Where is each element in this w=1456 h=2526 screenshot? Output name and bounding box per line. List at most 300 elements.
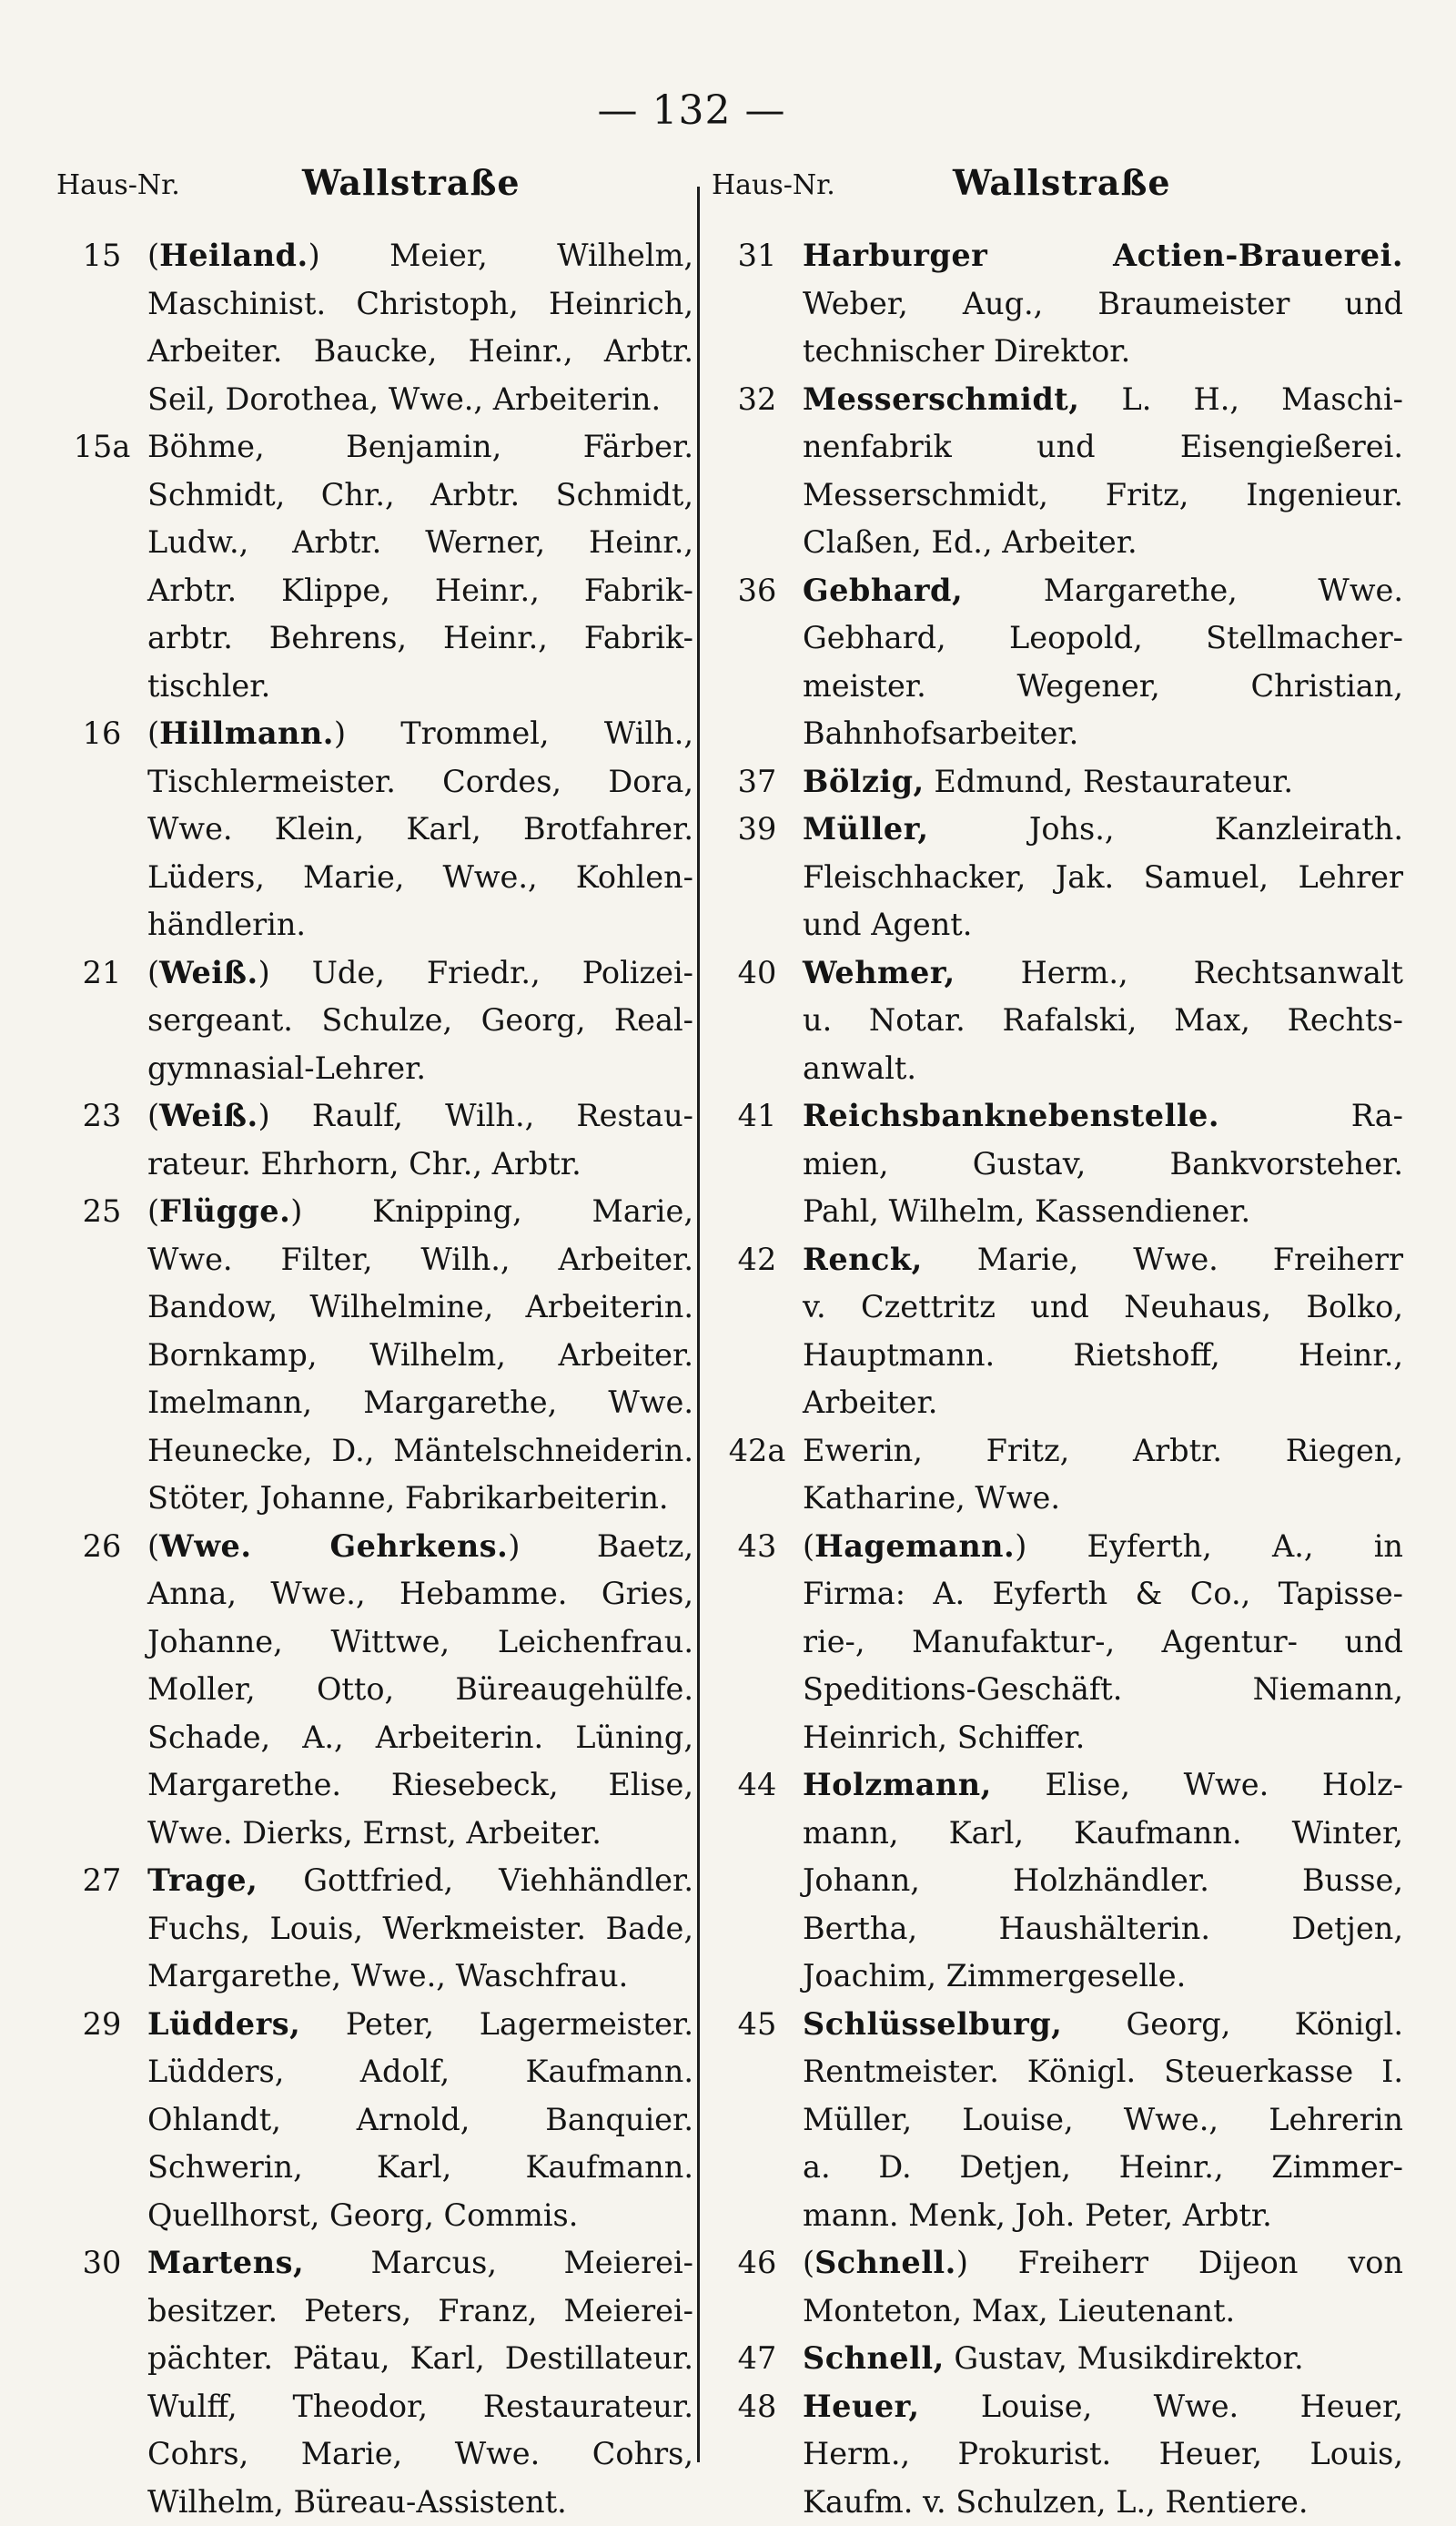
resident-text: L. H., Maschi- — [1079, 381, 1403, 417]
entry-text — [147, 949, 693, 1093]
resident-text: Bandow, Wilhelmine, Arbeiterin. — [147, 1289, 693, 1324]
owner-name: Harburger Actien-Brauerei. — [803, 238, 1403, 273]
house-entry — [56, 1188, 693, 1523]
resident-text: Ludw., Arbtr. Werner, Heinr., — [147, 524, 693, 560]
entry-text — [147, 232, 693, 423]
left-column-header — [56, 166, 693, 220]
entry-line — [803, 1475, 1403, 1523]
resident-text: Firma: A. Eyferth & Co., Tapisse- — [803, 1576, 1403, 1611]
entry-text — [803, 1236, 1403, 1427]
resident-text: rie-, Manufaktur-, Agentur- und — [803, 1624, 1403, 1659]
resident-text: Wilhelm, Büreau-Assistent. — [147, 2484, 567, 2520]
resident-text: Marcus, Meierei- — [304, 2245, 693, 2280]
entry-line — [147, 854, 693, 902]
entry-line — [803, 901, 1403, 949]
resident-text: Gottfried, Viehhändler. — [258, 1862, 693, 1898]
entry-line — [803, 1427, 1403, 1476]
entry-line — [147, 232, 693, 280]
resident-text: Tischlermeister. Cordes, Dora, — [147, 764, 693, 799]
entry-text — [803, 758, 1403, 806]
house-entry — [712, 2335, 1403, 2383]
resident-text: Peter, Lagermeister. — [300, 2006, 693, 2042]
house-number: 36 — [712, 567, 803, 758]
house-number: 37 — [712, 758, 803, 806]
entry-line — [803, 1810, 1403, 1858]
resident-text: rateur. Ehrhorn, Chr., Arbtr. — [147, 1146, 581, 1182]
house-entry — [712, 1092, 1403, 1236]
entry-line — [147, 663, 693, 711]
entry-line — [147, 328, 693, 376]
house-entry — [712, 949, 1403, 1093]
entry-line — [803, 2288, 1403, 2336]
haus-nr-label: Haus-Nr. — [56, 169, 180, 201]
entry-line — [147, 1523, 693, 1571]
entry-line — [147, 997, 693, 1045]
resident-text: Louise, Wwe. Heuer, — [920, 2389, 1403, 2424]
owner-name: Martens, — [147, 2245, 304, 2280]
owner-name: Schlüsselburg, — [803, 2006, 1062, 2042]
resident-text: Johann, Holzhändler. Busse, — [803, 1862, 1403, 1898]
entry-line — [147, 1570, 693, 1618]
entry-line — [147, 472, 693, 520]
haus-nr-label: Haus-Nr. — [712, 169, 835, 201]
entry-line — [803, 2383, 1403, 2431]
resident-text: Cohrs, Marie, Wwe. Cohrs, — [147, 2436, 693, 2471]
entry-line — [803, 1283, 1403, 1332]
owner-name: Müller, — [803, 811, 929, 847]
entry-line — [147, 1427, 693, 1476]
entry-line — [803, 2239, 1403, 2288]
entry-line — [803, 328, 1403, 376]
entry-line — [803, 567, 1403, 615]
entry-line — [147, 1810, 693, 1858]
resident-text: Pahl, Wilhelm, Kassendiener. — [803, 1193, 1250, 1229]
resident-text: Johs., Kanzleirath. — [929, 811, 1403, 847]
house-number: 15 — [56, 232, 147, 423]
resident-text: Monteton, Max, Lieutenant. — [803, 2293, 1235, 2328]
column-divider — [697, 187, 700, 2462]
entry-text — [147, 1523, 693, 1858]
house-entry — [712, 1427, 1403, 1523]
entry-line — [803, 663, 1403, 711]
resident-text: mien, Gustav, Bankvorsteher. — [803, 1146, 1403, 1182]
house-number: 47 — [712, 2335, 803, 2383]
owner-name: Weiß. — [159, 1098, 258, 1133]
entry-line — [803, 1857, 1403, 1905]
right-column — [712, 232, 1403, 2526]
resident-text: ) Baetz, — [508, 1528, 693, 1564]
entry-line — [803, 1953, 1403, 2001]
entry-line — [147, 2096, 693, 2145]
resident-text: Katharine, Wwe. — [803, 1480, 1060, 1516]
resident-text: anwalt. — [803, 1050, 916, 1086]
entry-line — [147, 2239, 693, 2288]
entry-line — [803, 949, 1403, 998]
house-entry — [56, 2001, 693, 2240]
resident-text: ) Freiherr Dijeon von — [956, 2245, 1403, 2280]
resident-text: Gustav, Musikdirektor. — [945, 2340, 1304, 2376]
entry-line — [803, 2001, 1403, 2049]
entry-line — [147, 710, 693, 758]
entry-line — [147, 1283, 693, 1332]
entry-line — [803, 1666, 1403, 1714]
owner-name: Holzmann, — [803, 1767, 992, 1802]
house-number: 43 — [712, 1523, 803, 1762]
house-number: 16 — [56, 710, 147, 949]
entry-line — [803, 1523, 1403, 1571]
entry-line — [803, 1570, 1403, 1618]
resident-text: Bahnhofsarbeiter. — [803, 715, 1078, 751]
entry-line — [803, 1714, 1403, 1762]
entry-line — [147, 376, 693, 424]
resident-text: Margarethe, Wwe., Waschfrau. — [147, 1958, 628, 1993]
house-number: 29 — [56, 2001, 147, 2240]
owner-name: Wwe. Gehrkens. — [159, 1528, 508, 1564]
owner-name: Gebhard, — [803, 573, 963, 608]
entry-text — [803, 376, 1403, 567]
resident-text: Elise, Wwe. Holz- — [992, 1767, 1403, 1802]
entry-line — [803, 997, 1403, 1045]
entry-text — [147, 1092, 693, 1188]
entry-line — [803, 1905, 1403, 1953]
entry-line — [803, 519, 1403, 567]
street-heading: Wallstraße — [302, 162, 521, 203]
street-heading: Wallstraße — [953, 162, 1171, 203]
resident-text: pächter. Pätau, Karl, Destillateur. — [147, 2340, 693, 2376]
resident-text: a. D. Detjen, Heinr., Zimmer- — [803, 2149, 1403, 2185]
entry-text — [803, 1761, 1403, 2001]
house-entry — [712, 1523, 1403, 1762]
resident-text: nenfabrik und Eisengießerei. — [803, 429, 1403, 464]
resident-text: Arbtr. Klippe, Heinr., Fabrik- — [147, 573, 693, 608]
owner-name: Hillmann. — [159, 715, 334, 751]
entry-line — [147, 2144, 693, 2192]
owner-name: Schnell. — [814, 2245, 956, 2280]
entry-line — [803, 472, 1403, 520]
entry-line — [803, 1236, 1403, 1284]
resident-text: Margarethe, Wwe. — [963, 573, 1403, 608]
owner-name: Reichsbanknebenstelle. — [803, 1098, 1219, 1133]
entry-line — [147, 1045, 693, 1093]
house-number: 39 — [712, 806, 803, 949]
entry-line — [147, 1236, 693, 1284]
house-entry — [56, 949, 693, 1093]
resident-text: Lüders, Marie, Wwe., Kohlen- — [147, 859, 693, 895]
resident-text: Fleischhacker, Jak. Samuel, Lehrer — [803, 859, 1403, 895]
resident-text: Heunecke, D., Mäntelschneiderin. — [147, 1433, 693, 1468]
house-number: 46 — [712, 2239, 803, 2335]
resident-text: tischler. — [147, 668, 270, 704]
resident-text: besitzer. Peters, Franz, Meierei- — [147, 2293, 693, 2328]
resident-text: Joachim, Zimmergeselle. — [803, 1958, 1186, 1993]
resident-text: Speditions-Geschäft. Niemann, — [803, 1671, 1403, 1707]
resident-text: Georg, Königl. — [1062, 2006, 1403, 2042]
left-column — [56, 232, 693, 2526]
entry-line — [147, 1761, 693, 1810]
page-number: — 132 — — [0, 87, 1383, 134]
entry-line — [803, 1141, 1403, 1189]
resident-text: Fuchs, Louis, Werkmeister. Bade, — [147, 1911, 693, 1946]
entry-line — [147, 1092, 693, 1141]
entry-line — [803, 2096, 1403, 2145]
owner-name: Lüdders, — [147, 2006, 300, 2042]
resident-text: Wulff, Theodor, Restaurateur. — [147, 2389, 693, 2424]
resident-text: Edmund, Restaurateur. — [925, 764, 1293, 799]
owner-name: Bölzig, — [803, 764, 925, 799]
entry-line — [147, 1332, 693, 1380]
owner-name: Hagemann. — [814, 1528, 1015, 1564]
house-number: 30 — [56, 2239, 147, 2526]
entry-line — [803, 1045, 1403, 1093]
owner-name: Renck, — [803, 1242, 923, 1277]
house-number: 42a — [712, 1427, 803, 1523]
house-number: 31 — [712, 232, 803, 376]
entry-line — [147, 806, 693, 854]
resident-text: Bertha, Haushälterin. Detjen, — [803, 1911, 1403, 1946]
entry-line — [147, 1475, 693, 1523]
entry-line — [147, 614, 693, 663]
resident-text: Gebhard, Leopold, Stellmacher- — [803, 620, 1403, 655]
entry-line — [147, 1714, 693, 1762]
entry-text — [803, 2335, 1403, 2383]
resident-text: Marie, Wwe. Freiherr — [923, 1242, 1403, 1277]
entry-text — [803, 1092, 1403, 1236]
resident-text: Weber, Aug., Braumeister und — [803, 286, 1403, 321]
resident-text: Bornkamp, Wilhelm, Arbeiter. — [147, 1337, 693, 1373]
paren: ( — [147, 715, 159, 751]
entry-line — [147, 949, 693, 998]
resident-text: Kaufm. v. Schulzen, L., Rentiere. — [803, 2484, 1309, 2520]
entry-text — [803, 806, 1403, 949]
entry-line — [147, 1666, 693, 1714]
resident-text: Quellhorst, Georg, Commis. — [147, 2197, 578, 2233]
resident-text: Seil, Dorothea, Wwe., Arbeiterin. — [147, 381, 661, 417]
entry-line — [803, 1761, 1403, 1810]
resident-text: Stöter, Johanne, Fabrikarbeiterin. — [147, 1480, 669, 1516]
resident-text: mann. Menk, Joh. Peter, Arbtr. — [803, 2197, 1272, 2233]
entry-line — [147, 1905, 693, 1953]
entry-line — [803, 2335, 1403, 2383]
resident-text: Rentmeister. Königl. Steuerkasse I. — [803, 2054, 1403, 2089]
resident-text: ) Trommel, Wilh., — [334, 715, 693, 751]
resident-text: Hauptmann. Rietshoff, Heinr., — [803, 1337, 1403, 1373]
resident-text: und Agent. — [803, 907, 972, 942]
house-entry — [712, 376, 1403, 567]
house-number: 21 — [56, 949, 147, 1093]
entry-line — [803, 423, 1403, 472]
entry-text — [147, 423, 693, 710]
owner-name: Flügge. — [159, 1193, 290, 1229]
house-entry — [56, 2239, 693, 2526]
entry-line — [803, 1379, 1403, 1427]
entry-line — [147, 1857, 693, 1905]
house-number: 42 — [712, 1236, 803, 1427]
resident-text: ) Meier, Wilhelm, — [308, 238, 693, 273]
entry-text — [803, 1523, 1403, 1762]
entry-text — [147, 2239, 693, 2526]
paren: ( — [147, 238, 159, 273]
owner-name: Messerschmidt, — [803, 381, 1079, 417]
resident-text: ) Eyferth, A., in — [1015, 1528, 1403, 1564]
entry-text — [803, 949, 1403, 1093]
house-number: 44 — [712, 1761, 803, 2001]
resident-text: ) Knipping, Marie, — [290, 1193, 693, 1229]
entry-line — [147, 901, 693, 949]
resident-text: Ra- — [1219, 1098, 1403, 1133]
entry-line — [803, 2479, 1403, 2526]
entry-line — [803, 1332, 1403, 1380]
resident-text: Moller, Otto, Büreaugehülfe. — [147, 1671, 693, 1707]
resident-text: Wwe. Klein, Karl, Brotfahrer. — [147, 811, 693, 847]
entry-line — [147, 567, 693, 615]
resident-text: Heinrich, Schiffer. — [803, 1720, 1085, 1755]
owner-name: Schnell, — [803, 2340, 945, 2376]
resident-text: gymnasial-Lehrer. — [147, 1050, 426, 1086]
entry-line — [803, 806, 1403, 854]
resident-text: arbtr. Behrens, Heinr., Fabrik- — [147, 620, 693, 655]
house-entry — [56, 423, 693, 710]
house-entry — [712, 567, 1403, 758]
house-number: 40 — [712, 949, 803, 1093]
resident-text: Wwe. Filter, Wilh., Arbeiter. — [147, 1242, 693, 1277]
resident-text: Johanne, Wittwe, Leichenfrau. — [147, 1624, 693, 1659]
entry-line — [147, 1953, 693, 2001]
paren: ( — [147, 955, 159, 990]
entry-line — [147, 2288, 693, 2336]
resident-text: ) Ude, Friedr., Polizei- — [258, 955, 693, 990]
entry-text — [147, 1857, 693, 2001]
resident-text: händlerin. — [147, 907, 306, 942]
entry-line — [803, 2048, 1403, 2096]
entry-line — [803, 710, 1403, 758]
resident-text: Wwe. Dierks, Ernst, Arbeiter. — [147, 1815, 602, 1851]
entry-line — [803, 376, 1403, 424]
entry-line — [147, 2001, 693, 2049]
entry-line — [803, 614, 1403, 663]
entry-text — [803, 232, 1403, 376]
paren: ( — [147, 1193, 159, 1229]
resident-text: Maschinist. Christoph, Heinrich, — [147, 286, 693, 321]
entry-line — [803, 1618, 1403, 1667]
resident-text: Herm., Rechtsanwalt — [956, 955, 1403, 990]
house-number: 15a — [56, 423, 147, 710]
house-number: 48 — [712, 2383, 803, 2526]
house-entry — [712, 806, 1403, 949]
entry-text — [803, 2383, 1403, 2526]
house-entry — [712, 2001, 1403, 2240]
entry-line — [147, 2383, 693, 2431]
entry-line — [147, 2335, 693, 2383]
resident-text: Lüdders, Adolf, Kaufmann. — [147, 2054, 693, 2089]
house-number: 41 — [712, 1092, 803, 1236]
entry-line — [147, 2048, 693, 2096]
entry-line — [803, 1092, 1403, 1141]
house-entry — [56, 232, 693, 423]
house-number: 25 — [56, 1188, 147, 1523]
entry-line — [147, 280, 693, 329]
resident-text: Herm., Prokurist. Heuer, Louis, — [803, 2436, 1403, 2471]
paren: ( — [803, 2245, 814, 2280]
entry-text — [803, 2239, 1403, 2335]
resident-text: Ohlandt, Arnold, Banquier. — [147, 2102, 693, 2137]
house-entry — [712, 2239, 1403, 2335]
entry-line — [147, 2479, 693, 2526]
owner-name: Weiß. — [159, 955, 258, 990]
house-entry — [56, 1857, 693, 2001]
resident-text: Böhme, Benjamin, Färber. — [147, 429, 693, 464]
house-number: 26 — [56, 1523, 147, 1858]
entry-text — [147, 710, 693, 949]
house-entry — [712, 758, 1403, 806]
resident-text: Arbeiter. — [803, 1385, 937, 1420]
owner-name: Heiland. — [159, 238, 308, 273]
resident-text: Schwerin, Karl, Kaufmann. — [147, 2149, 693, 2185]
house-entry — [712, 1761, 1403, 2001]
house-entry — [56, 710, 693, 949]
resident-text: Imelmann, Margarethe, Wwe. — [147, 1385, 693, 1420]
resident-text: Anna, Wwe., Hebamme. Gries, — [147, 1576, 693, 1611]
resident-text: Claßen, Ed., Arbeiter. — [803, 524, 1138, 560]
paren: ( — [147, 1098, 159, 1133]
resident-text: Ewerin, Fritz, Arbtr. Riegen, — [803, 1433, 1403, 1468]
resident-text: ) Raulf, Wilh., Restau- — [258, 1098, 693, 1133]
right-column-header — [712, 166, 1403, 220]
owner-name: Trage, — [147, 1862, 258, 1898]
resident-text: mann, Karl, Kaufmann. Winter, — [803, 1815, 1403, 1851]
house-number: 23 — [56, 1092, 147, 1188]
house-number: 32 — [712, 376, 803, 567]
paren: ( — [147, 1528, 159, 1564]
house-number: 27 — [56, 1857, 147, 2001]
entry-line — [147, 1379, 693, 1427]
resident-text: u. Notar. Rafalski, Max, Rechts- — [803, 1002, 1403, 1038]
resident-text: Müller, Louise, Wwe., Lehrerin — [803, 2102, 1403, 2137]
resident-text: sergeant. Schulze, Georg, Real- — [147, 1002, 693, 1038]
entry-line — [147, 519, 693, 567]
entry-line — [803, 854, 1403, 902]
resident-text: Margarethe. Riesebeck, Elise, — [147, 1767, 693, 1802]
entry-line — [147, 423, 693, 472]
entry-text — [147, 2001, 693, 2240]
entry-line — [803, 232, 1403, 280]
resident-text: v. Czettritz und Neuhaus, Bolko, — [803, 1289, 1403, 1324]
house-entry — [712, 1236, 1403, 1427]
entry-line — [147, 1618, 693, 1667]
owner-name: Heuer, — [803, 2389, 920, 2424]
resident-text: Messerschmidt, Fritz, Ingenieur. — [803, 477, 1403, 512]
entry-line — [147, 1141, 693, 1189]
entry-text — [803, 1427, 1403, 1523]
paren: ( — [803, 1528, 814, 1564]
entry-line — [147, 1188, 693, 1236]
resident-text: meister. Wegener, Christian, — [803, 668, 1403, 704]
entry-text — [147, 1188, 693, 1523]
owner-name: Wehmer, — [803, 955, 956, 990]
entry-line — [803, 1188, 1403, 1236]
house-number: 45 — [712, 2001, 803, 2240]
house-entry — [712, 2383, 1403, 2526]
entry-line — [147, 2192, 693, 2240]
entry-line — [803, 758, 1403, 806]
entry-text — [803, 567, 1403, 758]
resident-text: Schmidt, Chr., Arbtr. Schmidt, — [147, 477, 693, 512]
resident-text: Schade, A., Arbeiterin. Lüning, — [147, 1720, 693, 1755]
entry-line — [803, 2144, 1403, 2192]
house-entry — [56, 1092, 693, 1188]
entry-line — [147, 758, 693, 806]
house-entry — [56, 1523, 693, 1858]
entry-line — [803, 2192, 1403, 2240]
